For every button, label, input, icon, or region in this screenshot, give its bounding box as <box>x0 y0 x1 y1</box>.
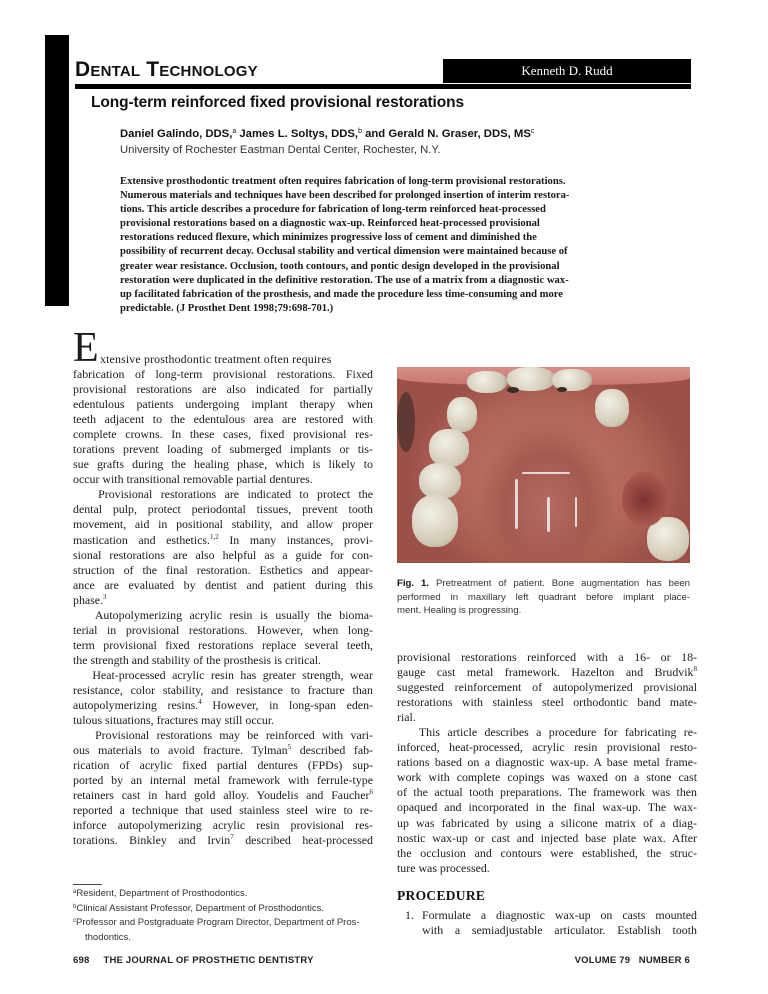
footnotes <box>73 887 383 945</box>
highlight-shape <box>515 479 518 529</box>
author-affiliation-mark: b <box>358 128 362 135</box>
body-line: complete crowns. In these cases, fixed provisional res- <box>73 427 373 442</box>
article-title: Long-term reinforced fixed provisional restorations <box>91 94 464 111</box>
affiliation: University of Rochester Eastman Dental Center, Rochester, N.Y. <box>120 144 441 156</box>
first-paragraph-opening <box>73 325 373 371</box>
body-line: tulous situations, fractures may still occur. <box>73 713 275 728</box>
body-line: Heat-processed acrylic resin has greater strength, wear <box>73 667 373 682</box>
abstract-line: predictable. (J Prosthet Dent 1998;79:698-701.) <box>120 302 334 314</box>
citation: 1,2 <box>210 532 219 541</box>
citation: 3 <box>103 592 107 601</box>
figure-1-caption <box>397 577 690 618</box>
tooth-shape <box>447 397 477 432</box>
abstract-line: tions. This article describes a procedure for fabrication of long-term reinforced heat-processed <box>120 204 546 216</box>
author-name: and Gerald N. Graser, DDS, MS <box>361 128 531 140</box>
highlight-shape <box>575 497 577 527</box>
section-side-bar <box>45 35 69 306</box>
body-line: nostic wax-up or cast and injected base plate wax. After <box>397 830 697 845</box>
footnote: $^b$Clinical Assistant Professor, Department of Prosthodontics. <box>73 902 324 914</box>
body-column-right <box>397 650 697 876</box>
footnote: $^a$Resident, Department of Prosthodontics. <box>73 888 248 899</box>
step-line: Formulate a diagnostic wax-up on casts mounted <box>422 908 697 922</box>
abstract-line: Numerous materials and techniques have been described for prolonged insertion of interim restora- <box>120 190 570 202</box>
volume-issue: VOLUME 79 NUMBER 6 <box>574 955 690 966</box>
body-line: of the actual tooth preparations. The framework was then <box>397 785 697 800</box>
body-line: dental pulp, protect periodontal tissues, prevent tooth <box>73 502 373 517</box>
body-line: reported a technique that used stainless steel wire to re- <box>73 803 373 818</box>
body-line: torations prevent loading of submerged implants or tis- <box>73 442 373 457</box>
shadow-shape <box>557 387 567 392</box>
citation: 7 <box>230 833 234 842</box>
body-line-with-citation: gauge cast metal framework. Hazelton and Brudvik$^8$ <box>397 665 697 680</box>
body-line: suggested reinforcement of autopolymerized provisional <box>397 680 697 695</box>
body-line-with-citation: phase.$^3$ <box>73 592 107 607</box>
abstract-line: up facilitated fabrication of the prosthesis, and made the procedure less time-consuming and more <box>120 288 563 300</box>
body-line: teeth adjacent to the edentulous area are restored with <box>73 412 373 427</box>
body-line: provisional restorations are also indicated for partially <box>73 382 373 397</box>
body-line: the occlusion and contours were established, the struc- <box>397 845 697 860</box>
tooth-shape <box>429 429 469 467</box>
body-line: ance are evaluated by dentist and patient during this <box>73 577 373 592</box>
body-line: movement, aid in positional stability, and allow proper <box>73 517 373 532</box>
body-line: provisional restorations reinforced with a 16- or 18- <box>397 650 697 664</box>
abstract-line: possibility of recurrent decay. Occlusal stability and vertical dimension were maintained because of <box>120 246 568 258</box>
tooth-shape <box>595 389 629 427</box>
footnote-rule <box>73 884 102 885</box>
body-line: up was fabricated by using a silicone matrix of a diag- <box>397 815 697 830</box>
body-line: the strength and stability of the prosthesis is critical. <box>73 652 322 667</box>
body-line-with-citation: autopolymerizing resins.$^4$ However, in long-span eden- <box>73 698 373 713</box>
body-line: edentulous patients undergoing implant therapy when <box>73 397 373 412</box>
body-line: This article describes a procedure for fabricating re- <box>397 725 697 740</box>
section-editor-name: Kenneth D. Rudd <box>521 63 613 78</box>
footnote-continuation: thodontics. <box>85 931 131 943</box>
caption-line: ment. Healing is progressing. <box>397 605 522 616</box>
abstract-line: provisional restorations based on a diagnostic wax-up. Reinforced heat-processed provisional <box>120 218 540 230</box>
caption-line: Fig. 1. Pretreatment of patient. Bone augmentation has been <box>397 578 690 589</box>
citation: 4 <box>198 698 202 707</box>
body-line: resistance, color stability, and resistance to fracture than <box>73 682 373 697</box>
body-line: Autopolymerizing acrylic resin is usually the bioma- <box>73 607 373 622</box>
abstract-line: greater wear resistance. Occlusion, tooth contours, and pontic design developed in the provisional <box>120 260 560 272</box>
figure-1-photo <box>397 367 690 563</box>
abstract <box>120 175 700 316</box>
abstract-line: restoration were duplicated in the definitive restoration. The use of a matrix from a diagnostic wax- <box>120 274 569 286</box>
section-title: Dental Technology <box>75 58 258 81</box>
body-line: rial. <box>397 710 416 725</box>
section-editor-box <box>443 59 691 83</box>
body-line-with-citation: mastication and esthetics.$^{1,2}$ In many instances, provi- <box>73 532 373 547</box>
abstract-line: restorations reduced flexure, which minimizes progressive loss of cement and diminished the <box>120 232 537 244</box>
body-line: term provisional fixed restorations replace several teeth, <box>73 637 373 652</box>
author-affiliation-mark: a <box>232 128 237 135</box>
body-line: opaqued and incorporated in the final wax-up. The wax- <box>397 800 697 815</box>
body-line-with-citation: retainers cast in hard gold alloy. Youdelis and Faucher$^6$ <box>73 788 373 803</box>
shadow-shape <box>507 387 519 393</box>
body-line-with-citation: torations. Binkley and Irvin$^7$ described heat-processed <box>73 833 374 848</box>
citation: 6 <box>369 788 373 797</box>
author-affiliation-mark: c <box>530 128 535 135</box>
tooth-shape <box>467 371 507 393</box>
tooth-shape <box>412 495 458 547</box>
journal-name: THE JOURNAL OF PROSTHETIC DENTISTRY <box>103 955 314 966</box>
section-heading-procedure: PROCEDURE <box>397 888 486 903</box>
footnote: $^c$Professor and Postgraduate Program Director, Department of Pros- <box>73 917 360 928</box>
body-line: terial in provisional restorations. However, when long- <box>73 622 373 637</box>
body-line: struction of the final restoration. Esthetics and appear- <box>73 562 373 577</box>
step-line: with a semiadjustable articulator. Establish tooth <box>422 923 697 938</box>
highlight-shape <box>522 472 570 474</box>
body-line: xtensive prosthodontic treatment often requires <box>100 352 332 366</box>
author-list <box>120 126 534 142</box>
step-body <box>422 908 697 938</box>
header-rule <box>75 84 691 89</box>
author-name: James L. Soltys, DDS, <box>236 128 359 140</box>
drop-cap: E <box>73 325 99 371</box>
body-line: work with complete copings was waxed on a stone cast <box>397 770 697 785</box>
body-line: ported by an internal metal framework with ferrule-type <box>73 773 373 788</box>
highlight-shape <box>547 497 550 532</box>
body-line: inforce autopolymerizing acrylic resin provisional res- <box>73 818 373 833</box>
caption-line: performed in maxillary left quadrant before implant place- <box>397 591 690 603</box>
body-line-with-citation: ous materials to avoid fracture. Tylman$^5$ described fab- <box>73 743 373 758</box>
citation: 5 <box>287 743 292 752</box>
citation: 8 <box>693 665 697 674</box>
body-line: fabrication of long-term provisional restorations. Fixed <box>73 367 373 381</box>
page-number: 698 <box>73 955 90 966</box>
body-line: ture was processed. <box>397 860 490 875</box>
healing-site-shape <box>622 472 667 527</box>
body-line: occur with transitional removable partial dentures. <box>73 472 313 487</box>
body-line: sional restorations are also helpful as a guide for con- <box>73 547 373 562</box>
body-line: restorations with stainless steel orthodontic band mate- <box>397 695 697 710</box>
page-footer-left <box>73 955 314 966</box>
body-line: rication of acrylic fixed partial dentures (FPDs) sup- <box>73 758 373 773</box>
author-name: Daniel Galindo, DDS, <box>120 128 233 140</box>
body-line: sue grafts during the healing phase, which is likely to <box>73 457 373 472</box>
abstract-line: Extensive prosthodontic treatment often requires fabrication of long-term provisional restorations. <box>120 176 566 187</box>
body-line: Provisional restorations are indicated to protect the <box>73 487 373 502</box>
step-number: 1. <box>405 908 414 922</box>
body-line: inforced, heat-processed, acrylic resin provisional resto- <box>397 740 697 755</box>
figure-label: Fig. 1. <box>397 578 430 589</box>
tooth-shape <box>419 463 461 499</box>
body-line: Provisional restorations may be reinforced with vari- <box>73 728 373 743</box>
shadow-shape <box>397 392 415 452</box>
body-column-left <box>73 325 374 849</box>
body-line: rations based on a diagnostic wax-up. A base metal frame- <box>397 755 697 770</box>
